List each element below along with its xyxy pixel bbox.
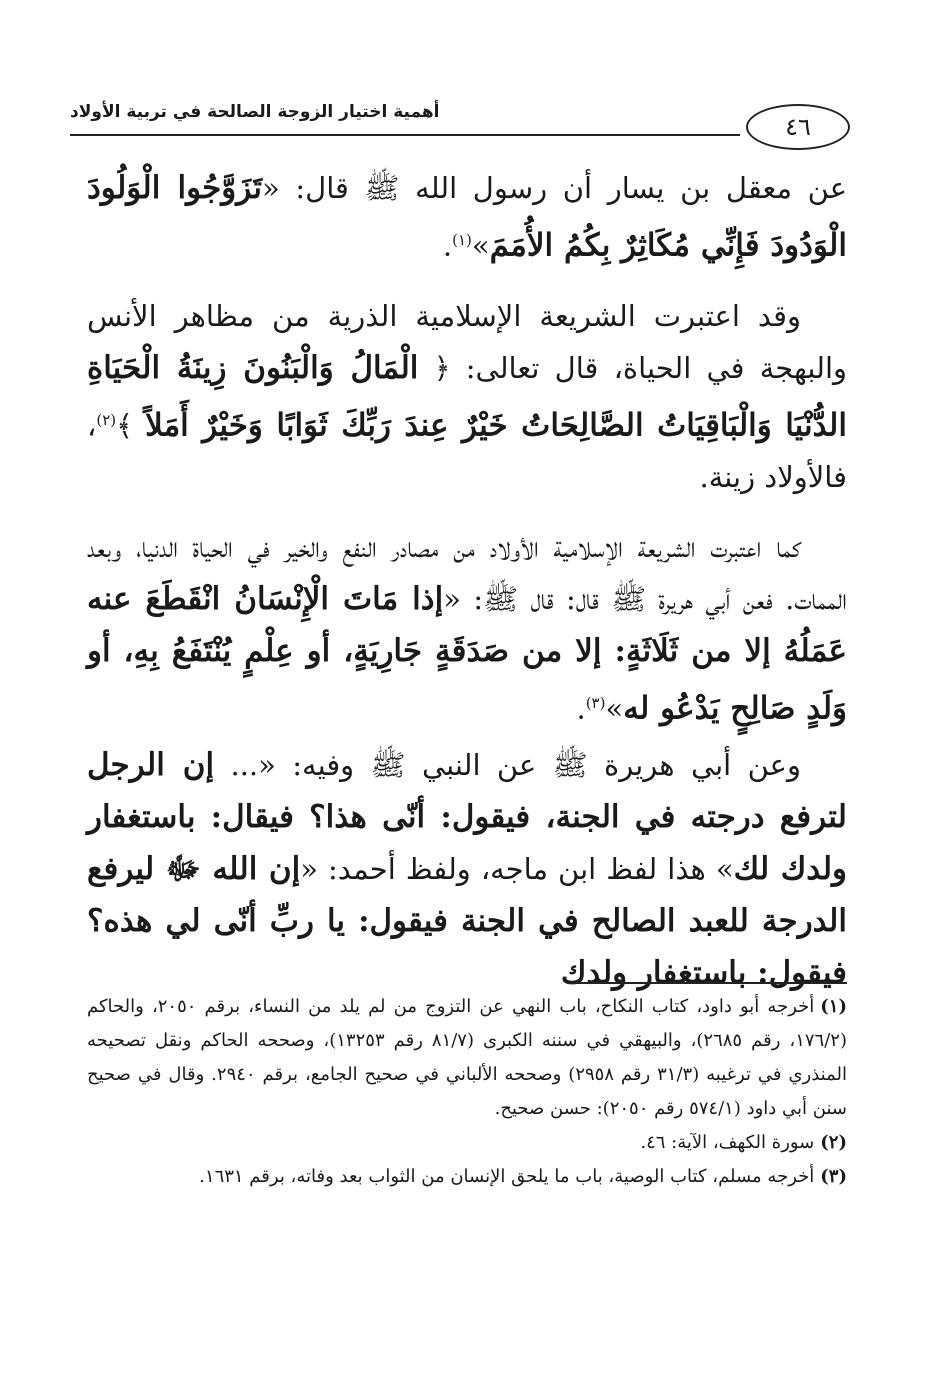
paragraph-3 [87,521,847,735]
hadith-quote-3: إن الرجل لترفع درجته في الجنة، فيقول: أنّى هذا؟ فيقال: باستغفار ولدك لك [87,746,847,887]
page-number-text: ٤٦ [785,113,811,141]
paragraph-2-end: ، فالأولاد زينة. [87,408,847,495]
footnote-2 [87,1126,847,1160]
footnote-text: سورة الكهف، الآية: ٤٦. [640,1132,815,1153]
page-number [746,104,850,150]
footnote-1 [87,990,847,1126]
paragraph-3-end: . [576,691,586,726]
page-header [70,100,850,160]
footnote-text: أخرجه مسلم، كتاب الوصية، باب ما يلحق الإنسان من الثواب بعد وفاته، برقم ١٦٣١. [199,1166,815,1187]
footnote-number: (٢) [820,1132,847,1153]
main-text [87,162,847,1017]
quote-close: » [471,228,490,263]
footnote-ref-2[interactable]: (٢) [96,410,117,429]
paragraph-4 [87,739,847,999]
paragraph-2 [87,290,847,504]
footnote-number: (٣) [820,1166,847,1187]
footnote-ref-1[interactable]: (١) [452,231,472,249]
paragraph-3-text: كما اعتبرت الشريعة الإسلامية الأولاد من مصادر النفع والخير في الحياة الدنيا، وبعد الممات. فعن أبي هريرة ﷺ قال: قال ﷺ: « [87,530,848,617]
footnote-number: (١) [820,996,847,1017]
header-rule [70,134,740,136]
running-title: أهمية اختيار الزوجة الصالحة في تربية الأولاد [70,102,440,122]
hadith-quote-2: إذا مَاتَ الْإِنْسَانُ انْقَطَعَ عنه عَمَلُهُ إلا من ثَلَاثَةٍ: إلا من صَدَقَةٍ جَارِيَةٍ، أو عِلْمٍ يُنْتَفَعُ بِهِ، أو وَلَدٍ صَالِحٍ يَدْعُو له [87,581,847,727]
footnote-ref-3[interactable]: (٣) [585,694,606,713]
quote-close: » [605,691,624,726]
paragraph-1-text: عن معقل بن يسار أن رسول الله ﷺ قال: « [262,171,847,205]
paragraph-1-end: . [442,228,453,263]
paragraph-4-text-1: وعن أبي هريرة ﷺ عن النبي ﷺ وفيه: «... [214,747,801,782]
footnote-text: أخرجه أبو داود، كتاب النكاح، باب النهي عن التزوج من لم يلد من النساء، برقم ٢٠٥٠، والحاكم (١٧٦/٢، رقم ٢٦٨٥)، والبيهقي في سننه الكبرى (٨١/٧ رقم ١٣٢٥٣)، وصححه الحاكم ونقل تصحيحه المنذري في ترغيبه (٣١/٣ رقم ٢٩٥٨) وصححه الألباني في صحيح الجامع، برقم ٢٩٤٠. وقال في صحيح سنن أبي داود (٥٧٤/١ رقم ٢٠٥٠): حسن صحيح. [87,996,848,1119]
hadith-quote-4: إن الله ﷻ ليرفع الدرجة للعبد الصالح في الجنة فيقول: يا ربِّ أنّى لي هذه؟ فيقول: باستغفار ولدك [87,850,847,991]
quran-verse: الْمَالُ وَالْبَنُونَ زِينَةُ الْحَيَاةِ الدُّنْيَا وَالْبَاقِيَاتُ الصَّالِحَاتُ خَيْرٌ عِندَ رَبِّكَ ثَوَابًا وَخَيْرٌ أَمَلاً [87,349,847,444]
footnote-3 [87,1160,847,1194]
footnote-separator [567,982,847,984]
hadith-quote-1: تَزَوَّجُوا الْوَلُودَ الْوَدُودَ فَإِنِّي مُكَاثِرٌ بِكُمُ الأُمَمَ [87,170,847,264]
paragraph-1 [87,162,847,272]
verse-close: ﴾ [116,408,146,443]
paragraph-2-text: وقد اعتبرت الشريعة الإسلامية الذرية من مظاهر الأنس والبهجة في الحياة، قال تعالى: ﴿ [87,298,847,385]
footnotes [87,990,847,1194]
paragraph-4-text-2: » هذا لفظ ابن ماجه، ولفظ أحمد: « [300,851,734,886]
